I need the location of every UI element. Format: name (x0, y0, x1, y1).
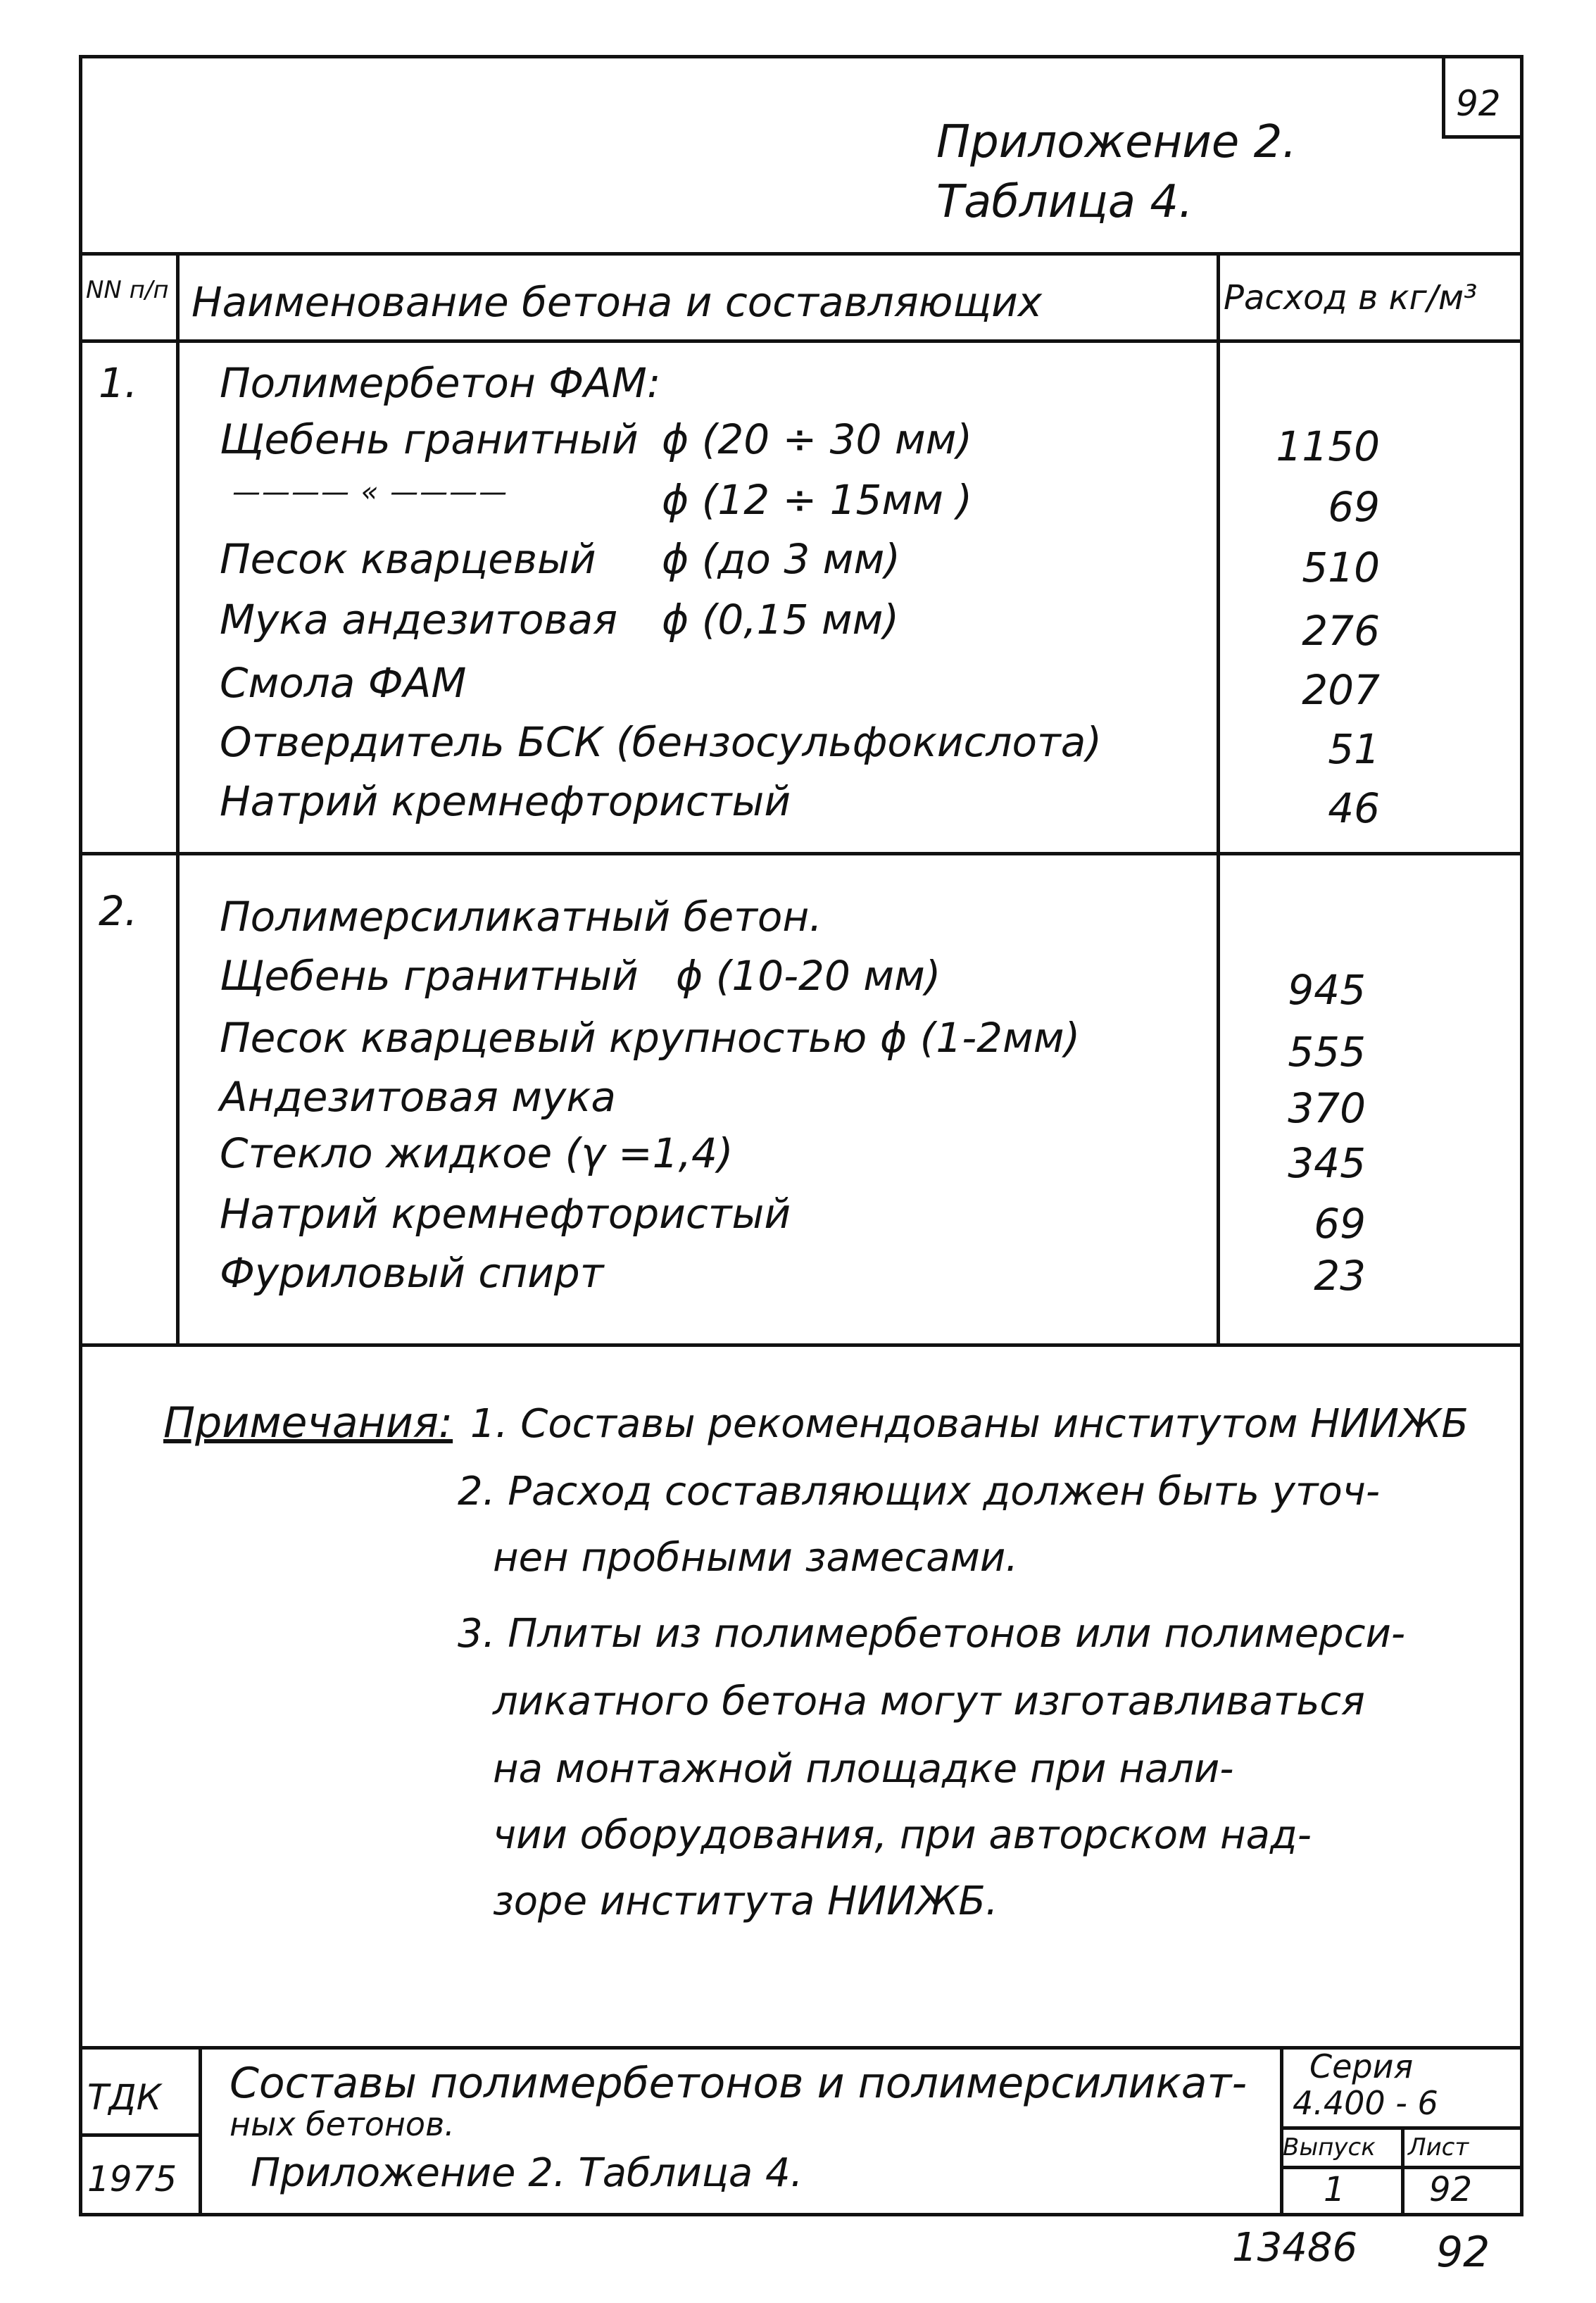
note-line: зоре института НИИЖБ. (493, 1878, 998, 1924)
section-title: Полимерсиликатный бетон. (220, 893, 822, 941)
note-line: чии оборудования, при авторском над- (493, 1812, 1312, 1858)
item-value: 69 (1314, 1200, 1366, 1248)
section-title: Полимербетон ФАМ: (220, 359, 661, 407)
section-divider (79, 852, 1523, 855)
item-size: ϕ (20 ÷ 30 мм) (662, 415, 972, 463)
document-number: 13486 (1232, 2225, 1358, 2271)
corner-box-left (1442, 55, 1445, 138)
item-size: ϕ (1-2мм) (880, 1014, 1081, 1062)
item-value: 23 (1314, 1252, 1366, 1300)
column-header-num: NN п/п (86, 276, 169, 304)
item-name: Смола ФАМ (220, 659, 467, 707)
note-line: 3. Плиты из полимербетонов или полимерси- (458, 1611, 1406, 1657)
item-name: Андезитовая мука (220, 1073, 616, 1121)
item-size: ϕ (0,15 мм) (662, 596, 900, 644)
item-size: ϕ (до 3 мм) (662, 535, 900, 583)
title-block-divider-right (1280, 2046, 1283, 2215)
item-name: Фуриловый спирт (220, 1249, 604, 1297)
issue-label: Выпуск (1283, 2133, 1376, 2161)
item-value: 370 (1288, 1084, 1366, 1132)
item-size: ϕ (12 ÷ 15мм ) (662, 476, 972, 524)
item-value: 46 (1328, 784, 1380, 832)
item-value: 945 (1288, 966, 1366, 1014)
note-line: 2. Расход составляющих должен быть уточ- (458, 1469, 1381, 1514)
sheet-label: Лист (1408, 2133, 1469, 2161)
item-value: 555 (1288, 1028, 1366, 1076)
item-value: 510 (1302, 544, 1380, 591)
table-header-line (79, 339, 1523, 343)
year: 1975 (87, 2159, 177, 2200)
footer-page-number: 92 (1436, 2228, 1490, 2277)
note-line: ликатного бетона могут изготавливаться (493, 1678, 1365, 1724)
note-line: на монтажной площадке при нали- (493, 1746, 1234, 1792)
title-block-divider-left (199, 2046, 202, 2215)
item-name: Щебень гранитный (220, 415, 639, 463)
item-name: Песок кварцевый крупностью (220, 1014, 867, 1062)
column-header-name: Наименование бетона и составляющих (191, 278, 1043, 326)
item-name: Отвердитель БСК (бензосульфокислота) (220, 718, 1102, 766)
column-header-rate: Расход в кг/м³ (1224, 278, 1478, 318)
table-label: Таблица 4. (936, 176, 1193, 228)
title-block-label-divider (1280, 2166, 1523, 2169)
series-value: 4.400 - 6 (1293, 2084, 1438, 2122)
item-name: Натрий кремнефтористый (220, 777, 791, 825)
issue-value: 1 (1324, 2170, 1345, 2209)
item-name: Натрий кремнефтористый (220, 1190, 791, 1238)
item-value: 276 (1302, 607, 1380, 655)
item-value: 69 (1328, 483, 1380, 531)
sheet-value: 92 (1429, 2170, 1473, 2209)
item-name: Песок кварцевый (220, 535, 596, 583)
item-name: Стекло жидкое (γ =1,4) (220, 1129, 734, 1177)
table-bottom-line (79, 1343, 1523, 1347)
title-block-org-divider (79, 2133, 199, 2137)
column-divider-rate (1217, 252, 1220, 1345)
item-value: 1150 (1276, 422, 1380, 470)
drawing-title-line2: ных бетонов. (230, 2105, 455, 2143)
title-block-issue-divider (1401, 2126, 1405, 2215)
item-name: Мука андезитовая (220, 596, 618, 644)
series-label: Серия (1309, 2047, 1414, 2085)
item-value: 207 (1302, 666, 1380, 714)
note-line: 1. Составы рекомендованы институтом НИИЖБ (470, 1401, 1469, 1447)
item-value: 51 (1328, 725, 1380, 773)
column-divider-num (176, 252, 180, 1345)
org-code: ТДК (87, 2077, 162, 2118)
note-line: нен пробными замесами. (493, 1535, 1019, 1581)
corner-page-number: 92 (1456, 83, 1501, 124)
notes-label: Примечания: (163, 1398, 453, 1448)
drawing-title-line1: Составы полимербетонов и полимерсиликат- (230, 2059, 1248, 2108)
appendix-label: Приложение 2. (936, 116, 1297, 168)
item-value: 345 (1288, 1139, 1366, 1187)
item-size: ϕ (10-20 мм) (676, 952, 941, 1000)
drawing-title-line3: Приложение 2. Таблица 4. (251, 2150, 803, 2196)
section-number: 2. (99, 887, 138, 935)
ditto-mark: ———— « ———— (232, 476, 509, 508)
item-name: Щебень гранитный (220, 952, 639, 1000)
table-top-line (79, 252, 1523, 256)
section-number: 1. (99, 359, 138, 407)
title-block-top (79, 2046, 1523, 2050)
corner-box-bottom (1442, 135, 1523, 139)
